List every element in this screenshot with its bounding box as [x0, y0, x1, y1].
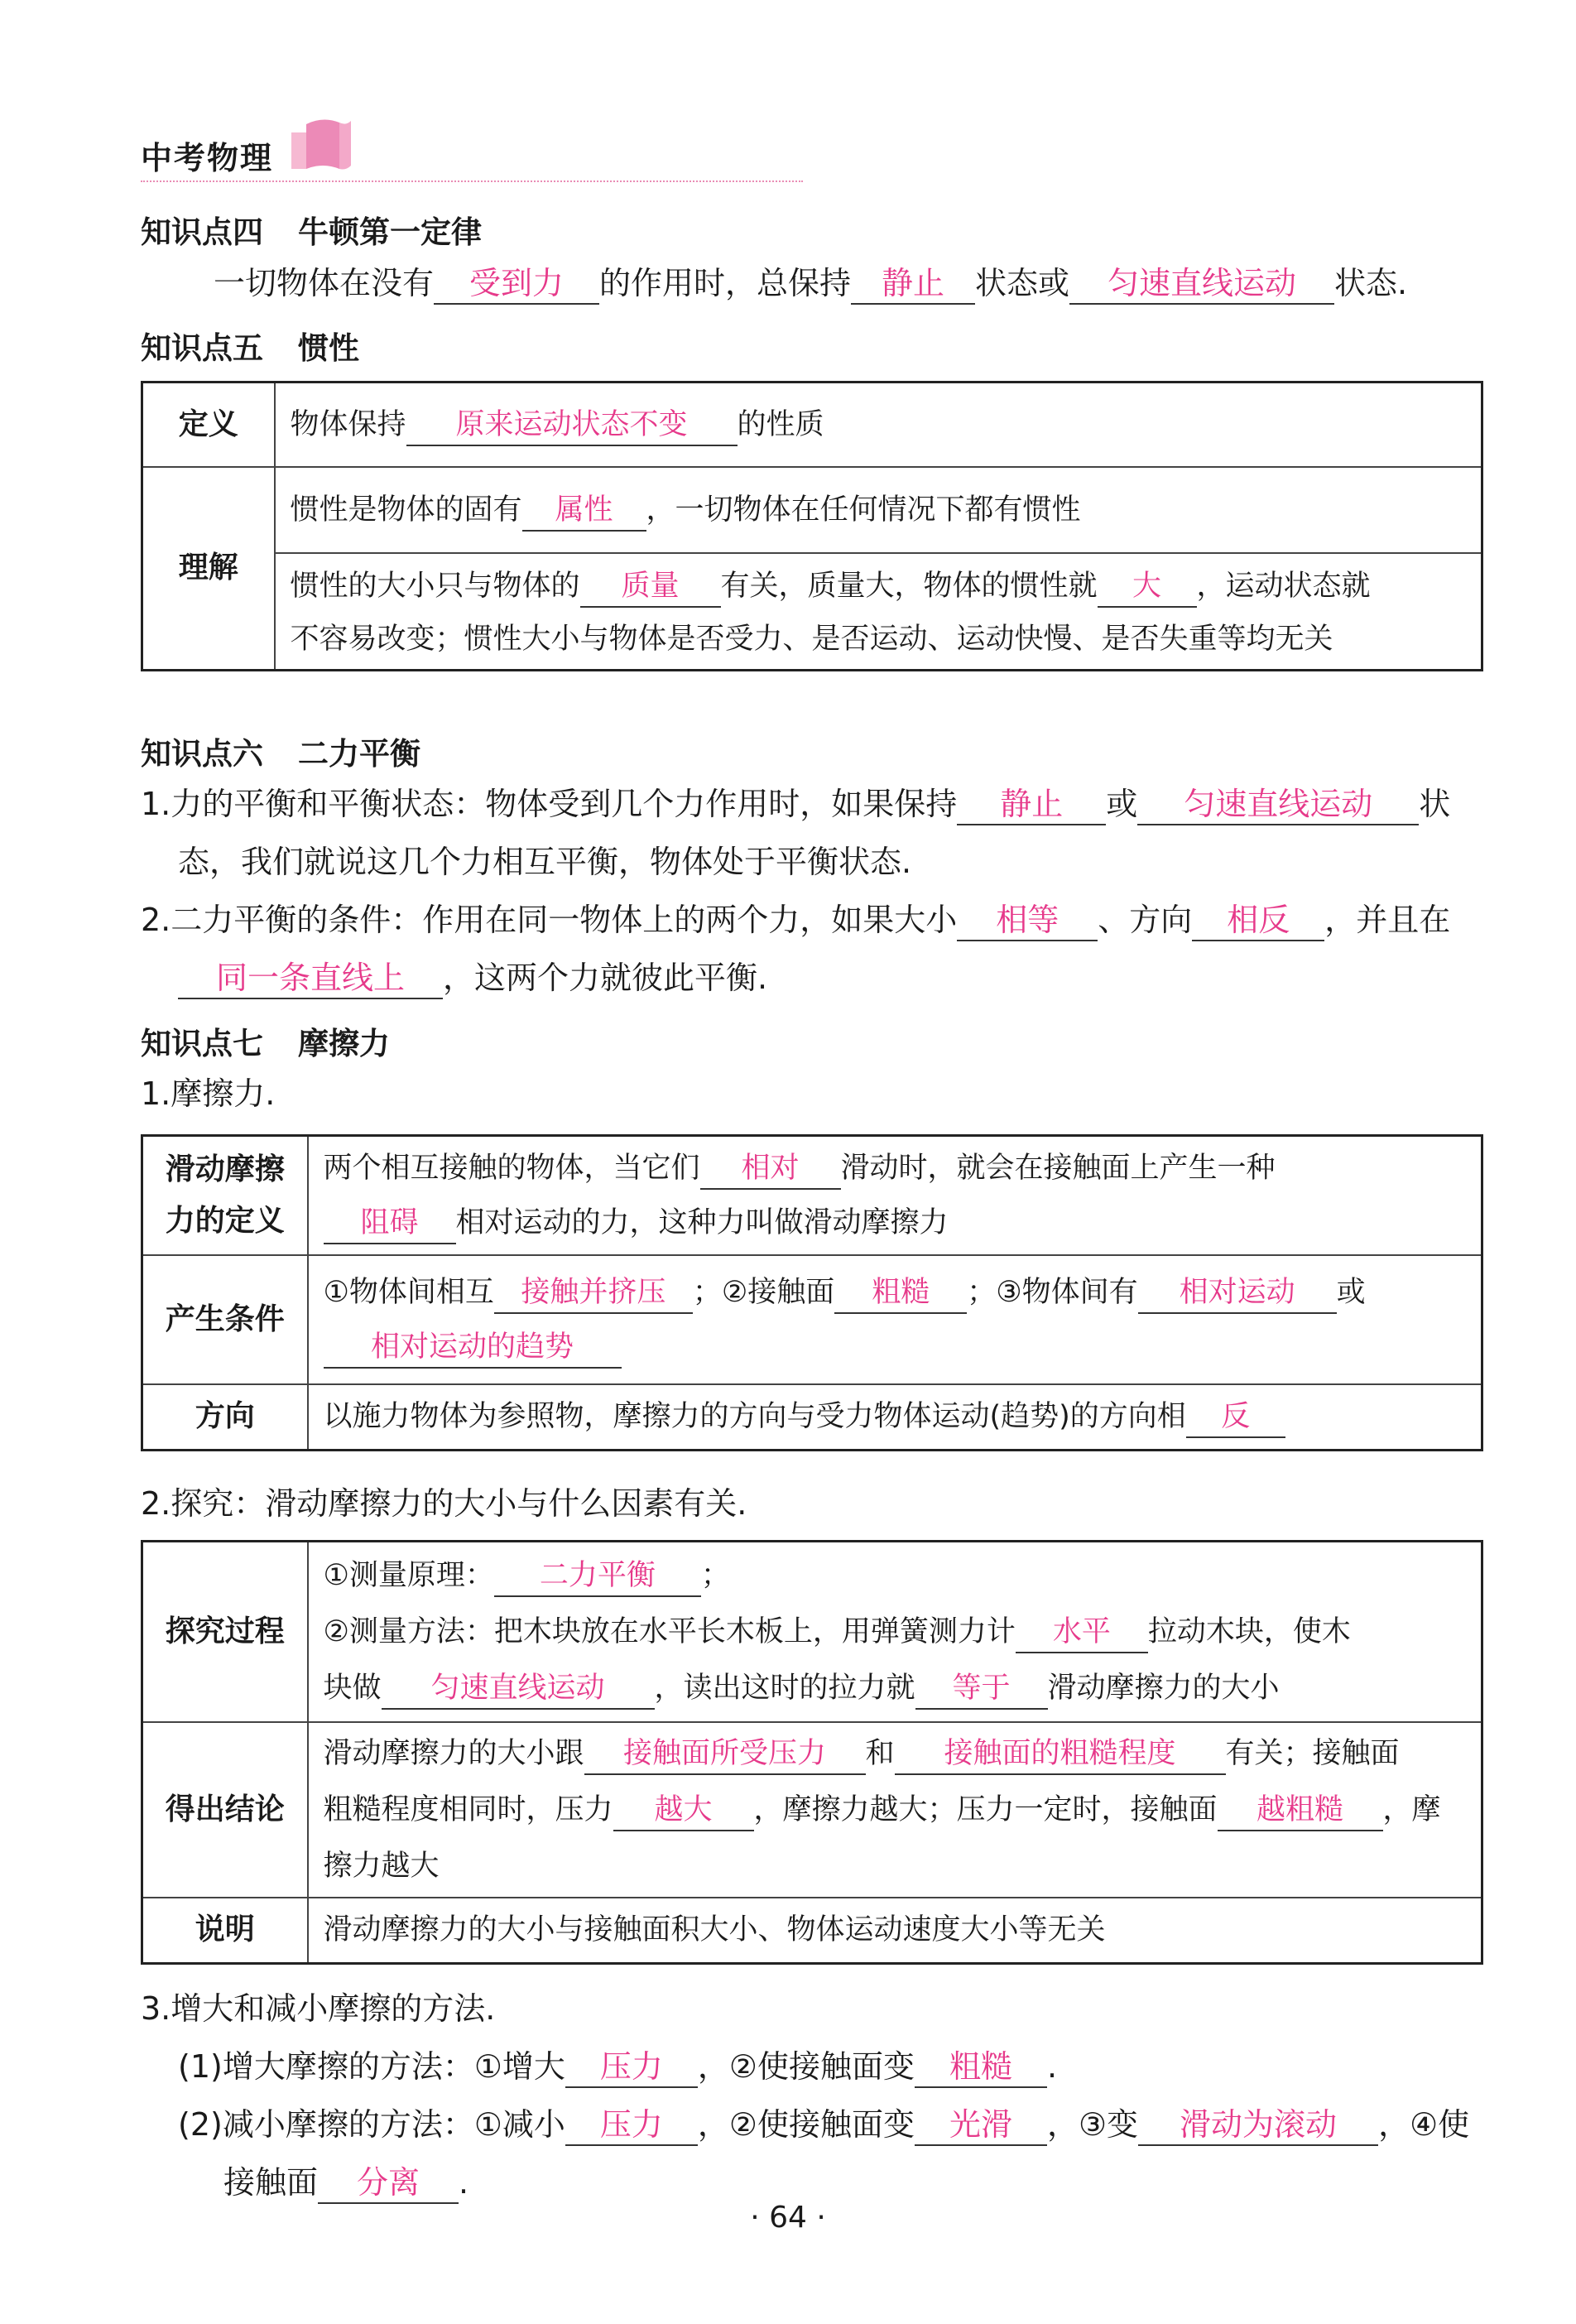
- experiment-note-header: 说明: [142, 1898, 308, 1964]
- answer-blank: 接触并挤压: [494, 1273, 693, 1314]
- answer-blank: 光滑: [915, 2105, 1047, 2146]
- answer-blank: 原来运动状态不变: [406, 405, 738, 446]
- answer-blank: 相对运动的趋势: [324, 1327, 622, 1369]
- answer-blank: 匀速直线运动: [1069, 263, 1334, 305]
- experiment-conclusion-header: 得出结论: [142, 1722, 308, 1898]
- section-heading-5: 知识点五 惯性: [141, 330, 359, 366]
- answer-blank: 静止: [957, 784, 1106, 825]
- answer-blank: 属性: [522, 490, 646, 532]
- answer-blank: 分离: [318, 2163, 459, 2204]
- sliding-friction-definition-cell: 两个相互接触的物体，当它们 相对 滑动时，就会在接触面上产生一种 阻碍 相对运动的力，这种力叫做滑动摩擦力: [308, 1136, 1482, 1255]
- answer-blank: 相等: [957, 900, 1098, 941]
- answer-blank: 相对运动: [1138, 1273, 1337, 1314]
- section-heading-7: 知识点七 摩擦力: [141, 1026, 390, 1061]
- friction-definition-table: [141, 1134, 1483, 1451]
- balance-definition-line-2: 态，我们就说这几个力相互平衡，物体处于平衡状态.: [178, 844, 912, 880]
- experiment-process-header: 探究过程: [142, 1542, 308, 1722]
- experiment-process-cell: ①测量原理： 二力平衡 ； ②测量方法：把木块放在水平长木板上，用弹簧测力计 水平 拉动木块，使木 块做 匀速直线运动 ，读出这时的拉力就 等于 滑动摩擦力的大小: [308, 1542, 1482, 1722]
- answer-blank: 阻碍: [324, 1203, 456, 1244]
- inertia-understanding-cell-2: 惯性的大小只与物体的 质量 有关，质量大，物体的惯性就 大 ，运动状态就 不容易改变；惯性大小与物体是否受力、是否运动、运动快慢、是否失重等均无关: [275, 553, 1482, 671]
- increase-friction-methods: (1)增大摩擦的方法：①增大 压力 ，②使接触面变 粗糙 .: [178, 2045, 1057, 2088]
- answer-blank: 滑动为滚动: [1138, 2105, 1378, 2146]
- answer-blank: 粗糙: [915, 2047, 1047, 2088]
- page-header: [141, 116, 803, 182]
- answer-blank: 受到力: [434, 263, 599, 305]
- answer-blank: 静止: [851, 263, 975, 305]
- inertia-table: [141, 381, 1483, 671]
- answer-blank: 接触面所受压力: [584, 1734, 866, 1775]
- book-icon: [290, 116, 356, 172]
- friction-subheading-2: 2.探究：滑动摩擦力的大小与什么因素有关.: [141, 1485, 747, 1522]
- balance-condition-line-1: 2.二力平衡的条件：作用在同一物体上的两个力，如果大小 相等 、方向 相反 ，并且在: [141, 898, 1450, 941]
- balance-condition-line-2: 同一条直线上 ，这两个力就彼此平衡.: [178, 956, 767, 999]
- section-heading-6: 知识点六 二力平衡: [141, 736, 420, 772]
- header-divider: [141, 180, 803, 182]
- answer-blank: 越大: [613, 1790, 754, 1831]
- friction-direction-cell: 以施力物体为参照物，摩擦力的方向与受力物体运动(趋势)的方向相 反: [308, 1384, 1482, 1451]
- answer-blank: 质量: [580, 566, 721, 608]
- friction-conditions-header: 产生条件: [142, 1255, 308, 1384]
- answer-blank: 匀速直线运动: [382, 1668, 655, 1710]
- inertia-definition-cell: 物体保持 原来运动状态不变 的性质: [275, 383, 1482, 467]
- answer-blank: 大: [1098, 566, 1197, 608]
- inertia-understanding-cell-1: 惯性是物体的固有 属性 ，一切物体在任何情况下都有惯性: [275, 467, 1482, 553]
- decrease-friction-methods-line-1: (2)减小摩擦的方法：①减小 压力 ，②使接触面变 光滑 ，③变 滑动为滚动 ，④使: [178, 2103, 1469, 2146]
- answer-blank: 等于: [915, 1668, 1048, 1710]
- friction-subheading-1: 1.摩擦力.: [141, 1075, 276, 1112]
- answer-blank: 压力: [565, 2047, 698, 2088]
- inertia-understanding-header: 理解: [142, 467, 275, 671]
- answer-blank: 匀速直线运动: [1137, 784, 1419, 825]
- page-number: · 64 ·: [750, 2201, 826, 2235]
- friction-direction-header: 方向: [142, 1384, 308, 1451]
- balance-definition-line-1: 1.力的平衡和平衡状态：物体受到几个力作用时，如果保持 静止 或 匀速直线运动 状: [141, 782, 1450, 825]
- answer-blank: 粗糙: [834, 1273, 967, 1314]
- friction-experiment-table: [141, 1540, 1483, 1965]
- friction-subheading-3: 3.增大和减小摩擦的方法.: [141, 1990, 496, 2027]
- inertia-definition-header: 定义: [142, 383, 275, 467]
- friction-conditions-cell: ①物体间相互 接触并挤压 ；②接触面 粗糙 ；③物体间有 相对运动 或 相对运动的趋势: [308, 1255, 1482, 1384]
- experiment-conclusion-cell: 滑动摩擦力的大小跟 接触面所受压力 和 接触面的粗糙程度 有关；接触面 粗糙程度相同时，压力 越大 ，摩擦力越大；压力一定时，接触面 越粗糙 ，摩 擦力越大: [308, 1722, 1482, 1898]
- decrease-friction-methods-line-2: 接触面 分离 .: [223, 2161, 468, 2204]
- answer-blank: 接触面的粗糙程度: [895, 1734, 1226, 1775]
- answer-blank: 二力平衡: [494, 1556, 701, 1597]
- section-heading-4: 知识点四 牛顿第一定律: [141, 214, 482, 250]
- answer-blank: 越粗糙: [1218, 1790, 1383, 1831]
- answer-blank: 同一条直线上: [178, 958, 443, 999]
- book-series-title: 中考物理: [141, 140, 274, 176]
- answer-blank: 水平: [1016, 1612, 1148, 1653]
- answer-blank: 压力: [565, 2105, 698, 2146]
- answer-blank: 反: [1186, 1397, 1285, 1438]
- newton-first-law-sentence: 一切物体在没有 受到力 的作用时，总保持 静止 状态或 匀速直线运动 状态.: [214, 262, 1407, 305]
- sliding-friction-definition-header: 滑动摩擦 力的定义: [142, 1136, 308, 1255]
- experiment-note-cell: 滑动摩擦力的大小与接触面积大小、物体运动速度大小等无关: [308, 1898, 1482, 1964]
- answer-blank: 相反: [1192, 900, 1324, 941]
- answer-blank: 相对: [700, 1148, 841, 1190]
